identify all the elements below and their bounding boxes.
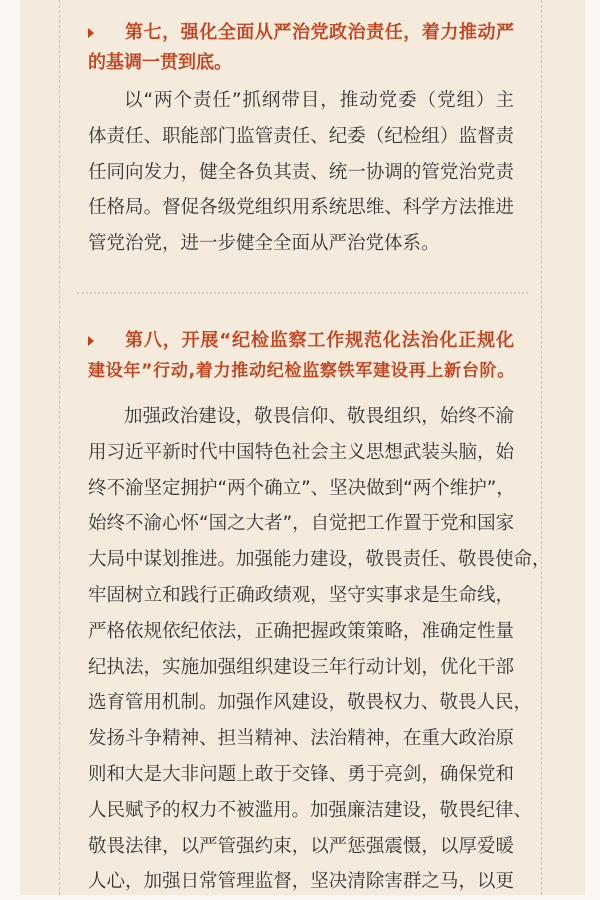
triangle-right-icon bbox=[88, 28, 94, 38]
section8-heading bbox=[88, 326, 514, 386]
heading-line: 第八，开展“纪检监察工作规范化法治化正规化 bbox=[125, 330, 514, 351]
paragraph-line: 以“两个责任”抓纲带目，推动党委（党组）主 bbox=[124, 90, 514, 111]
heading-line: 建设年”行动,着力推动纪检监察铁军建设再上新台阶。 bbox=[88, 361, 514, 381]
paragraph-line: 牢固树立和践行正确政绩观，坚守实事求是生命线， bbox=[88, 584, 514, 606]
paragraph-line: 终不渝坚定拥护“两个确立”、坚决做到“两个维护”， bbox=[88, 477, 515, 499]
triangle-right-icon bbox=[88, 336, 94, 346]
heading-line: 第七，强化全面从严治党政治责任，着力推动严 bbox=[125, 22, 514, 43]
paragraph-line: 管党治党，进一步健全全面从严治党体系。 bbox=[88, 233, 440, 255]
paragraph-line: 任同向发力，健全各负其责、统一协调的管党治党责 bbox=[88, 161, 514, 183]
paragraph-line: 选育管用机制。加强作风建设，敬畏权力、敬畏人民， bbox=[88, 692, 533, 714]
paragraph-line: 严格依规依纪依法，正确把握政策策略，准确定性量 bbox=[88, 620, 514, 642]
section7-heading bbox=[88, 18, 514, 78]
paragraph-line: 则和大是大非问题上敢于交锋、勇于亮剑，确保党和 bbox=[88, 763, 514, 785]
dashed-border-left bbox=[59, 0, 60, 895]
paragraph-line: 人心，加强日常管理监督，坚决清除害群之马，以更 bbox=[88, 871, 514, 893]
paragraph-line: 始终不渝心怀“国之大者”，自觉把工作置于党和国家 bbox=[88, 513, 515, 535]
dashed-border-right bbox=[541, 0, 542, 895]
paragraph-line: 发扬斗争精神、担当精神、法治精神，在重大政治原 bbox=[88, 728, 514, 750]
section7-paragraph bbox=[88, 83, 514, 262]
section-divider bbox=[77, 292, 528, 294]
paragraph-line: 体责任、职能部门监管责任、纪委（纪检组）监督责 bbox=[88, 125, 514, 147]
paragraph-line: 加强政治建设，敬畏信仰、敬畏组织，始终不渝 bbox=[124, 406, 514, 427]
paragraph-line: 大局中谋划推进。加强能力建设，敬畏责任、敬畏使命， bbox=[88, 549, 551, 571]
heading-line: 的基调一贯到底。 bbox=[88, 52, 232, 73]
paragraph-line: 纪执法，实施加强组织建设三年行动计划，优化干部 bbox=[88, 656, 514, 678]
paragraph-line: 人民赋予的权力不被滥用。加强廉洁建设，敬畏纪律、 bbox=[88, 799, 533, 821]
section8-paragraph bbox=[88, 399, 551, 900]
paragraph-line: 任格局。督促各级党组织用系统思维、科学方法推进 bbox=[88, 197, 514, 219]
paragraph-line: 用习近平新时代中国特色社会主义思想武装头脑，始 bbox=[88, 441, 514, 463]
paragraph-line: 敬畏法律，以严管强约束，以严惩强震慑，以厚爱暖 bbox=[88, 835, 514, 857]
